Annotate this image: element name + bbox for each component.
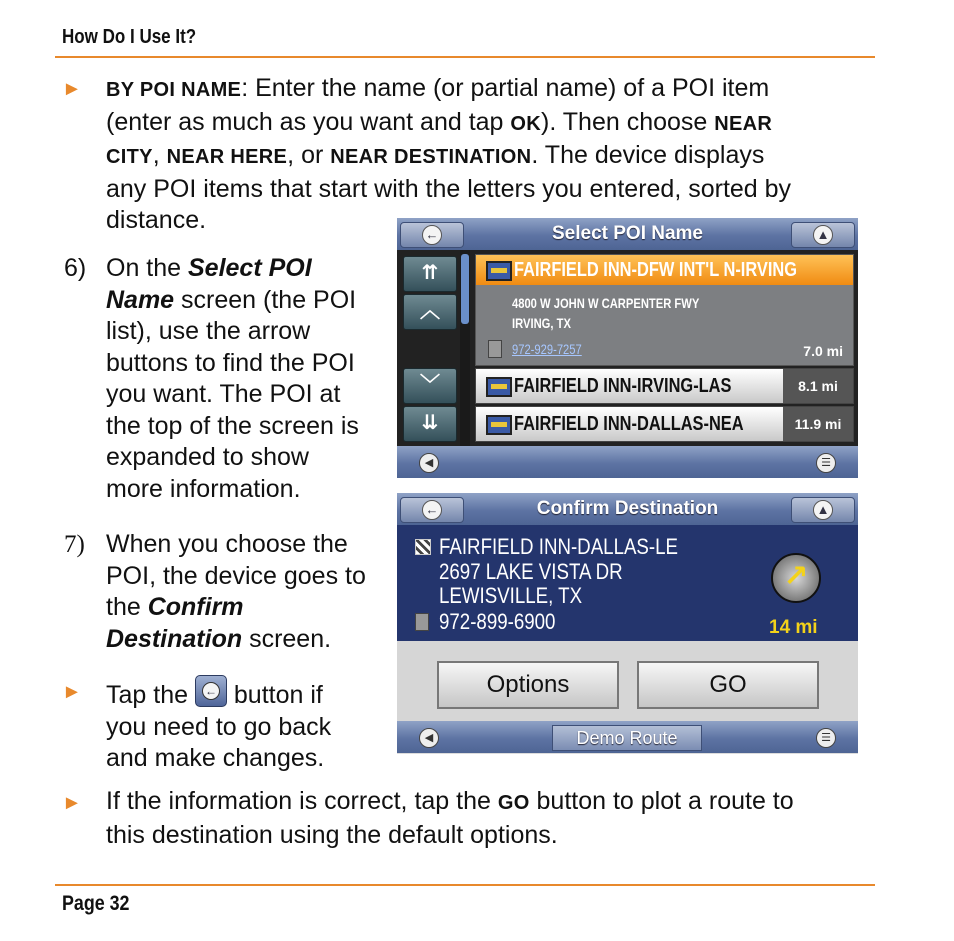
destination-address-line2: LEWISVILLE, TX <box>439 583 583 608</box>
poi-distance: 7.0 mi <box>803 343 843 359</box>
step6-number: 6) <box>64 254 87 282</box>
page-header: How Do I Use It? <box>62 26 197 48</box>
poi-item-header <box>476 255 853 285</box>
options-button[interactable]: Options <box>437 661 619 709</box>
back-button-icon: ← <box>195 675 227 707</box>
phone-icon <box>488 340 502 358</box>
poi-list <box>397 250 858 447</box>
volume-icon[interactable]: ◀ <box>419 728 439 748</box>
poi-category-icon <box>486 415 512 435</box>
go-button[interactable]: GO <box>637 661 819 709</box>
home-button[interactable] <box>791 222 855 248</box>
poi-category-icon <box>486 377 512 397</box>
action-buttons <box>397 641 858 721</box>
step7-text: When you choose the POI, the device goes to the Confirm Destination screen. <box>106 530 366 653</box>
bullet-by-poi-name <box>106 73 876 237</box>
poi-name: FAIRFIELD INN-IRVING-LAS <box>514 375 732 397</box>
poi-phone[interactable]: 972-929-7257 <box>512 341 582 357</box>
poi-name: FAIRFIELD INN-DFW INT'L N-IRVING <box>514 259 797 281</box>
destination-name: FAIRFIELD INN-DALLAS-LE <box>439 534 679 559</box>
bullet-arrow-2: ► <box>62 681 82 703</box>
title-bar <box>397 218 858 250</box>
poi-address-line2: IRVING, TX <box>512 315 571 331</box>
bottom-bar <box>397 446 858 478</box>
bullet-arrow-1: ► <box>62 78 82 100</box>
footer-rule <box>55 884 875 886</box>
scroll-down-button[interactable]: ﹀ <box>403 368 457 404</box>
menu-icon[interactable]: ☰ <box>816 728 836 748</box>
poi-category-icon <box>486 261 512 281</box>
destination-flag-icon <box>415 539 431 555</box>
destination-details <box>397 525 858 641</box>
destination-phone: 972-899-6900 <box>439 609 556 634</box>
bullet1-line1: BY POI NAME: Enter the name (or partial name) of a POI item <box>106 74 770 102</box>
poi-list-item[interactable] <box>475 406 854 442</box>
title-bar <box>397 493 858 525</box>
back-arrow-icon: ← <box>422 500 442 520</box>
home-icon: ▲ <box>813 225 833 245</box>
scroll-up-button[interactable]: ︿ <box>403 294 457 330</box>
destination-distance: 14 mi <box>769 617 818 638</box>
page-down-button[interactable]: ⇊ <box>403 406 457 442</box>
page-up-button[interactable]: ⇈ <box>403 256 457 292</box>
confirm-destination-screen <box>397 493 858 754</box>
poi-distance: 8.1 mi <box>783 369 853 403</box>
bullet-tap-back: Tap the ← button if you need to go back and make changes. <box>106 675 391 775</box>
step6-text: On the Select POI Name screen (the POI list), use the arrow buttons to find the POI you want. The POI at the top of the screen is expanded to show more information. <box>106 254 359 503</box>
poi-address-line1: 4800 W JOHN W CARPENTER FWY <box>512 295 700 311</box>
screen-title: Select POI Name <box>551 223 704 244</box>
bullet-go: If the information is correct, tap the GO button to plot a route to this destination using the default options. <box>106 787 794 849</box>
step7-number: 7) <box>64 531 85 558</box>
poi-name: FAIRFIELD INN-DALLAS-NEA <box>514 413 744 435</box>
header-rule <box>55 56 875 58</box>
home-icon: ▲ <box>813 500 833 520</box>
volume-icon[interactable]: ◀ <box>419 453 439 473</box>
bullet1-line4: any POI items that start with the letters you entered, sorted by <box>106 174 792 203</box>
poi-list-item[interactable] <box>475 368 854 404</box>
select-poi-name-screen <box>397 218 858 478</box>
screen-title: Confirm Destination <box>536 498 719 519</box>
destination-address-line1: 2697 LAKE VISTA DR <box>439 559 623 584</box>
bullet1-line3: CITY, NEAR HERE, or NEAR DESTINATION. The device displays <box>106 141 765 169</box>
bullet-arrow-3: ► <box>62 792 82 814</box>
demo-route-button[interactable]: Demo Route <box>552 725 702 751</box>
poi-distance: 11.9 mi <box>783 407 853 441</box>
direction-arrow-icon: ↗ <box>771 553 821 603</box>
bullet1-line2: (enter as much as you want and tap OK). Then choose NEAR <box>106 107 773 136</box>
phone-icon <box>415 613 429 631</box>
bullet1-line5: distance. <box>106 206 207 234</box>
scrollbar-thumb[interactable] <box>461 254 469 324</box>
page-number: Page 32 <box>62 892 130 915</box>
back-arrow-icon: ← <box>422 225 442 245</box>
bottom-bar <box>397 721 858 753</box>
menu-icon[interactable]: ☰ <box>816 453 836 473</box>
poi-item-expanded[interactable] <box>475 254 854 366</box>
home-button[interactable] <box>791 497 855 523</box>
